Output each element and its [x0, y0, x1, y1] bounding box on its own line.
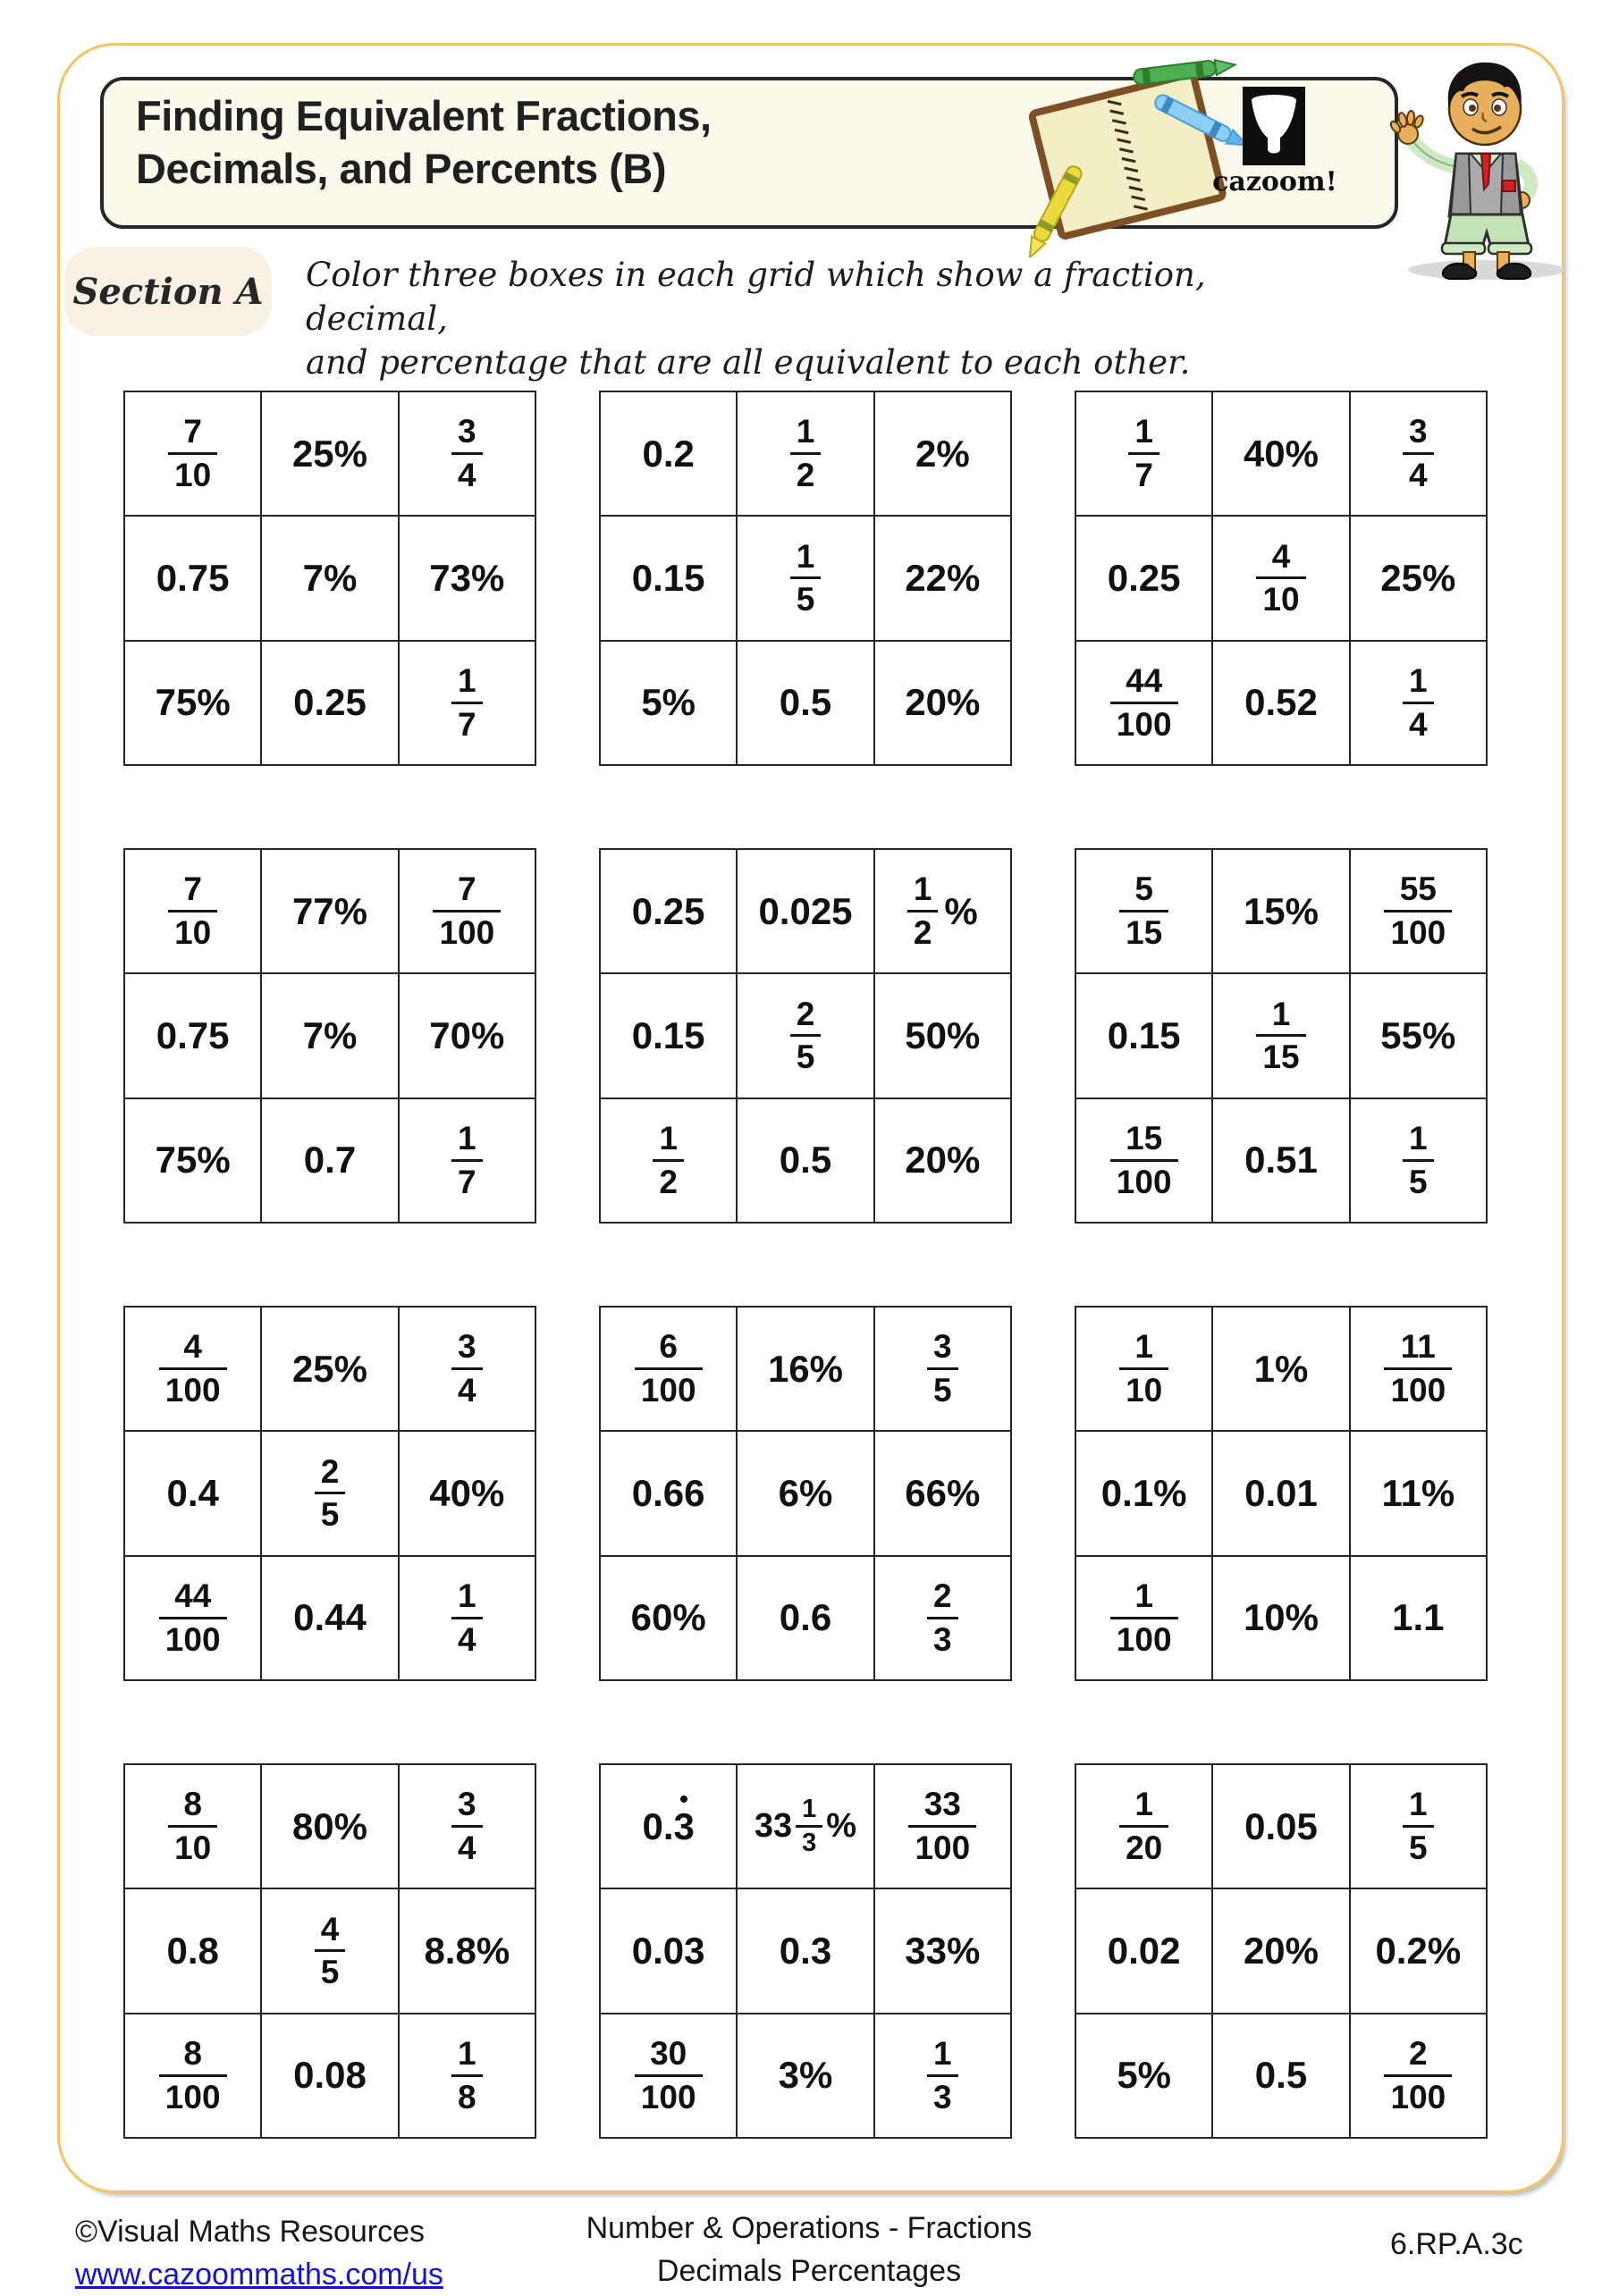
- notebook-crayons-icon: [1001, 43, 1252, 257]
- grid-cell[interactable]: 7%: [261, 516, 398, 640]
- grid-cell[interactable]: [1212, 516, 1349, 640]
- grid-cell[interactable]: 0.1%: [1075, 1431, 1212, 1555]
- instructions: [306, 254, 1253, 384]
- footer-left: [75, 2211, 443, 2296]
- fraction: $\frac{11}{100}$: [1384, 1330, 1452, 1407]
- fraction: $\frac{4}{5}$: [315, 1913, 346, 1989]
- fraction: $\frac{1}{3}$: [927, 2037, 958, 2114]
- footer-center-line-1: Number & Operations - Fractions: [586, 2211, 1033, 2245]
- grid-cell[interactable]: [874, 1307, 1011, 1431]
- grid-cell[interactable]: 0.15: [1075, 973, 1212, 1098]
- grid-cell[interactable]: 40%: [399, 1431, 535, 1555]
- grid-cell[interactable]: 60%: [600, 1556, 737, 1680]
- fraction: $\frac{8}{10}$: [168, 1787, 217, 1864]
- section-label: Section A: [72, 270, 264, 313]
- cazoom-logo-text: cazoom!: [1212, 166, 1337, 198]
- grid-cell[interactable]: [399, 849, 535, 973]
- fraction: $\frac{44}{100}$: [159, 1579, 227, 1656]
- equivalence-grid-1: [123, 391, 536, 766]
- grid-cell[interactable]: 6%: [737, 1431, 873, 1555]
- grid-cell[interactable]: [124, 1307, 261, 1431]
- grid-cell[interactable]: 0.75: [124, 516, 261, 640]
- fraction: $\frac{1}{2}$: [653, 1122, 684, 1198]
- grid-cell[interactable]: 75%: [124, 1098, 261, 1223]
- instructions-line-1: Color three boxes in each grid which show a fraction, decimal,: [306, 256, 1206, 338]
- grid-cell[interactable]: 0.25: [600, 849, 737, 973]
- fraction: $\frac{1}{15}$: [1256, 997, 1305, 1074]
- grid-cell[interactable]: [600, 2014, 737, 2138]
- grid-cell[interactable]: [1350, 1098, 1487, 1223]
- grid-cell[interactable]: 0.6: [737, 1556, 873, 1680]
- fraction: $\frac{30}{100}$: [635, 2037, 703, 2114]
- grid-cell[interactable]: [124, 849, 261, 973]
- grid-cell[interactable]: 80%: [261, 1764, 398, 1888]
- title-line-1: Finding Equivalent Fractions,: [136, 92, 712, 139]
- grid-cell[interactable]: 33%: [874, 1888, 1011, 2013]
- boy-mascot: [1381, 57, 1587, 286]
- footer-center-line-2: Decimals Percentages: [656, 2253, 962, 2288]
- fraction: $\frac{33}{100}$: [908, 1787, 976, 1864]
- fraction: $\frac{1}{8}$: [451, 2037, 483, 2114]
- grid-cell[interactable]: 22%: [874, 516, 1011, 640]
- fraction: $\frac{2}{3}$: [927, 1579, 958, 1656]
- fraction: $\frac{1}{3}$: [796, 1796, 822, 1857]
- grid-cell[interactable]: 75%: [124, 641, 261, 765]
- equivalence-grid-3: [1075, 391, 1488, 766]
- grid-cell[interactable]: 0.66: [600, 1431, 737, 1555]
- fraction: $\frac{1}{7}$: [1128, 415, 1159, 492]
- grid-cell[interactable]: 50%: [874, 973, 1011, 1098]
- equivalence-grid-5: [599, 848, 1012, 1224]
- fraction: $\frac{4}{100}$: [159, 1330, 227, 1407]
- grid-cell[interactable]: [1075, 1556, 1212, 1680]
- grid-cell[interactable]: 0.01: [1212, 1431, 1349, 1555]
- section-label-chip: [64, 247, 272, 336]
- fraction: $\frac{1}{10}$: [1119, 1330, 1168, 1407]
- grid-cell[interactable]: [124, 2014, 261, 2138]
- equivalence-grid-6: [1075, 848, 1488, 1224]
- grid-cell[interactable]: 0.15: [600, 516, 737, 640]
- fraction: $\frac{7}{10}$: [168, 872, 217, 949]
- fraction: $\frac{1}{5}$: [1403, 1787, 1434, 1864]
- grid-cell[interactable]: [399, 391, 535, 516]
- grid-cell[interactable]: [600, 1098, 737, 1223]
- grid-cell[interactable]: 73%: [399, 516, 535, 640]
- grid-cell[interactable]: [399, 1556, 535, 1680]
- grid-cell[interactable]: 0.03: [600, 1888, 737, 2013]
- grid-cell[interactable]: [737, 973, 873, 1098]
- fraction: $\frac{1}{5}$: [1403, 1122, 1434, 1198]
- grid-cell[interactable]: 3%: [737, 2014, 873, 2138]
- grid-cell[interactable]: 1%: [1212, 1307, 1349, 1431]
- grid-cell[interactable]: 0.2%: [1350, 1888, 1487, 2013]
- fraction: $\frac{2}{100}$: [1384, 2037, 1452, 2114]
- grid-cell[interactable]: 0.3: [737, 1888, 873, 2013]
- fraction: $\frac{1}{5}$: [790, 540, 822, 617]
- grid-cell[interactable]: 66%: [874, 1431, 1011, 1555]
- equivalence-grid-9: [1075, 1306, 1488, 1681]
- fraction: $\frac{1}{2}$: [790, 415, 822, 492]
- grid-cell[interactable]: [399, 1098, 535, 1223]
- grid-cell[interactable]: 20%: [874, 641, 1011, 765]
- page-title: [136, 89, 712, 195]
- standard-code: 6.RP.A.3c: [1390, 2227, 1523, 2261]
- grid-cell[interactable]: 0.08: [261, 2014, 398, 2138]
- grid-cell[interactable]: 0.4: [124, 1431, 261, 1555]
- grid-cell[interactable]: 5%: [1075, 2014, 1212, 2138]
- fraction: $\frac{7}{100}$: [433, 872, 501, 949]
- fraction: $\frac{2}{5}$: [315, 1455, 346, 1532]
- equivalence-grid-8: [599, 1306, 1012, 1681]
- grid-cell[interactable]: [124, 391, 261, 516]
- grid-cell[interactable]: 8.8%: [399, 1888, 535, 2013]
- grid-cell[interactable]: 20%: [874, 1098, 1011, 1223]
- grid-cell[interactable]: [1350, 641, 1487, 765]
- grid-cell[interactable]: [1075, 1764, 1212, 1888]
- equivalence-grid-2: [599, 391, 1012, 766]
- grid-cell[interactable]: [399, 1307, 535, 1431]
- grid-cell[interactable]: [399, 2014, 535, 2138]
- fraction: $\frac{7}{10}$: [168, 415, 217, 492]
- grid-cell[interactable]: 0.15: [600, 973, 737, 1098]
- instructions-line-2: and percentage that are all equivalent to each other.: [306, 342, 1191, 382]
- grids-area: [123, 391, 1486, 2139]
- equivalence-grid-7: [123, 1306, 536, 1681]
- grid-cell[interactable]: 15%: [1212, 849, 1349, 973]
- grid-cell[interactable]: 10%: [1212, 1556, 1349, 1680]
- grid-cell[interactable]: 0.51: [1212, 1098, 1349, 1223]
- cazoom-logo-icon: [1243, 87, 1305, 165]
- fraction: $\frac{3}{5}$: [927, 1330, 958, 1407]
- grid-cell[interactable]: [1350, 391, 1487, 516]
- fraction: $\frac{15}{100}$: [1110, 1122, 1178, 1198]
- grid-cell[interactable]: [399, 641, 535, 765]
- grid-cell[interactable]: [1212, 973, 1349, 1098]
- copyright-text: ©Visual Maths Resources: [75, 2215, 426, 2249]
- grid-cell[interactable]: 0.25: [261, 641, 398, 765]
- grid-cell[interactable]: 0.025: [737, 849, 873, 973]
- grid-cell[interactable]: 0.2: [600, 391, 737, 516]
- grid-cell[interactable]: 0.02: [1075, 1888, 1212, 2013]
- fraction: $\frac{3}{4}$: [451, 1787, 483, 1864]
- fraction: $\frac{55}{100}$: [1384, 872, 1452, 949]
- grid-cell[interactable]: 0.05: [1212, 1764, 1349, 1888]
- grid-cell[interactable]: [399, 1764, 535, 1888]
- fraction: $\frac{8}{100}$: [159, 2037, 227, 2114]
- grid-cell[interactable]: 0.52: [1212, 641, 1349, 765]
- grid-cell[interactable]: 0.8: [124, 1888, 261, 2013]
- fraction: $\frac{1}{100}$: [1110, 1579, 1178, 1656]
- grid-cell[interactable]: 0.5: [737, 641, 873, 765]
- grid-cell[interactable]: 0.3: [600, 1764, 737, 1888]
- grid-cell[interactable]: 2%: [874, 391, 1011, 516]
- grid-cell[interactable]: [1075, 641, 1212, 765]
- fraction: $\frac{5}{15}$: [1119, 872, 1168, 949]
- grid-cell[interactable]: 20%: [1212, 1888, 1349, 2013]
- fraction: $\frac{44}{100}$: [1110, 664, 1178, 741]
- grid-cell[interactable]: [1075, 391, 1212, 516]
- grid-cell[interactable]: [874, 1764, 1011, 1888]
- fraction: $\frac{1}{7}$: [451, 1122, 483, 1198]
- fraction: $\frac{3}{4}$: [451, 1330, 483, 1407]
- grid-cell[interactable]: 25%: [261, 1307, 398, 1431]
- grid-cell[interactable]: 40%: [1212, 391, 1349, 516]
- grid-cell[interactable]: 5%: [600, 641, 737, 765]
- title-line-2: Decimals, and Percents (B): [136, 145, 666, 193]
- grid-cell[interactable]: 0.44: [261, 1556, 398, 1680]
- fraction: $\frac{1}{4}$: [451, 1579, 483, 1656]
- fraction: $\frac{1}{20}$: [1119, 1787, 1168, 1864]
- grid-cell[interactable]: 0.7: [261, 1098, 398, 1223]
- grid-cell[interactable]: 7%: [261, 973, 398, 1098]
- grid-cell[interactable]: [1075, 1098, 1212, 1223]
- grid-cell[interactable]: [261, 1888, 398, 2013]
- equivalence-grid-12: [1075, 1763, 1488, 2139]
- fraction: $\frac{1}{7}$: [451, 664, 483, 741]
- grid-cell[interactable]: [1075, 1307, 1212, 1431]
- equivalence-grid-10: [123, 1763, 536, 2139]
- grid-cell[interactable]: [874, 1556, 1011, 1680]
- grid-cell[interactable]: [124, 1764, 261, 1888]
- fraction: $\frac{1}{4}$: [1403, 664, 1434, 741]
- grid-cell[interactable]: [600, 1307, 737, 1431]
- grid-cell[interactable]: [1350, 1764, 1487, 1888]
- grid-cell[interactable]: 11%: [1350, 1431, 1487, 1555]
- cazoom-link[interactable]: www.cazoommaths.com/us: [75, 2257, 443, 2292]
- fraction: $\frac{6}{100}$: [635, 1330, 703, 1407]
- grid-cell[interactable]: [1350, 2014, 1487, 2138]
- grid-cell[interactable]: 70%: [399, 973, 535, 1098]
- fraction: $\frac{1}{2}$: [907, 872, 939, 949]
- grid-cell[interactable]: $\frac{1}{2}$ %: [874, 849, 1011, 973]
- footer-center: [496, 2208, 1122, 2292]
- grid-cell[interactable]: [124, 1556, 261, 1680]
- fraction: $\frac{3}{4}$: [1403, 415, 1434, 492]
- grid-cell[interactable]: [737, 516, 873, 640]
- grid-cell[interactable]: 55%: [1350, 973, 1487, 1098]
- grid-cell[interactable]: 25%: [1350, 516, 1487, 640]
- fraction: $\frac{4}{10}$: [1256, 540, 1305, 617]
- fraction: $\frac{2}{5}$: [790, 997, 822, 1074]
- grid-cell[interactable]: [261, 1431, 398, 1555]
- grid-cell[interactable]: 33 $\frac{1}{3}$ %: [737, 1764, 873, 1888]
- equivalence-grid-11: [599, 1763, 1012, 2139]
- grid-cell[interactable]: 25%: [261, 391, 398, 516]
- grid-cell[interactable]: 16%: [737, 1307, 873, 1431]
- grid-cell[interactable]: [1350, 849, 1487, 973]
- grid-cell[interactable]: [737, 391, 873, 516]
- grid-cell[interactable]: 0.5: [737, 1098, 873, 1223]
- fraction: $\frac{3}{4}$: [451, 415, 483, 492]
- grid-cell[interactable]: [1075, 849, 1212, 973]
- grid-cell[interactable]: 0.25: [1075, 516, 1212, 640]
- grid-cell[interactable]: 0.5: [1212, 2014, 1349, 2138]
- grid-cell[interactable]: 1.1: [1350, 1556, 1487, 1680]
- equivalence-grid-4: [123, 848, 536, 1224]
- grid-cell[interactable]: 0.75: [124, 973, 261, 1098]
- grid-cell[interactable]: 77%: [261, 849, 398, 973]
- grid-cell[interactable]: [1350, 1307, 1487, 1431]
- grid-cell[interactable]: [874, 2014, 1011, 2138]
